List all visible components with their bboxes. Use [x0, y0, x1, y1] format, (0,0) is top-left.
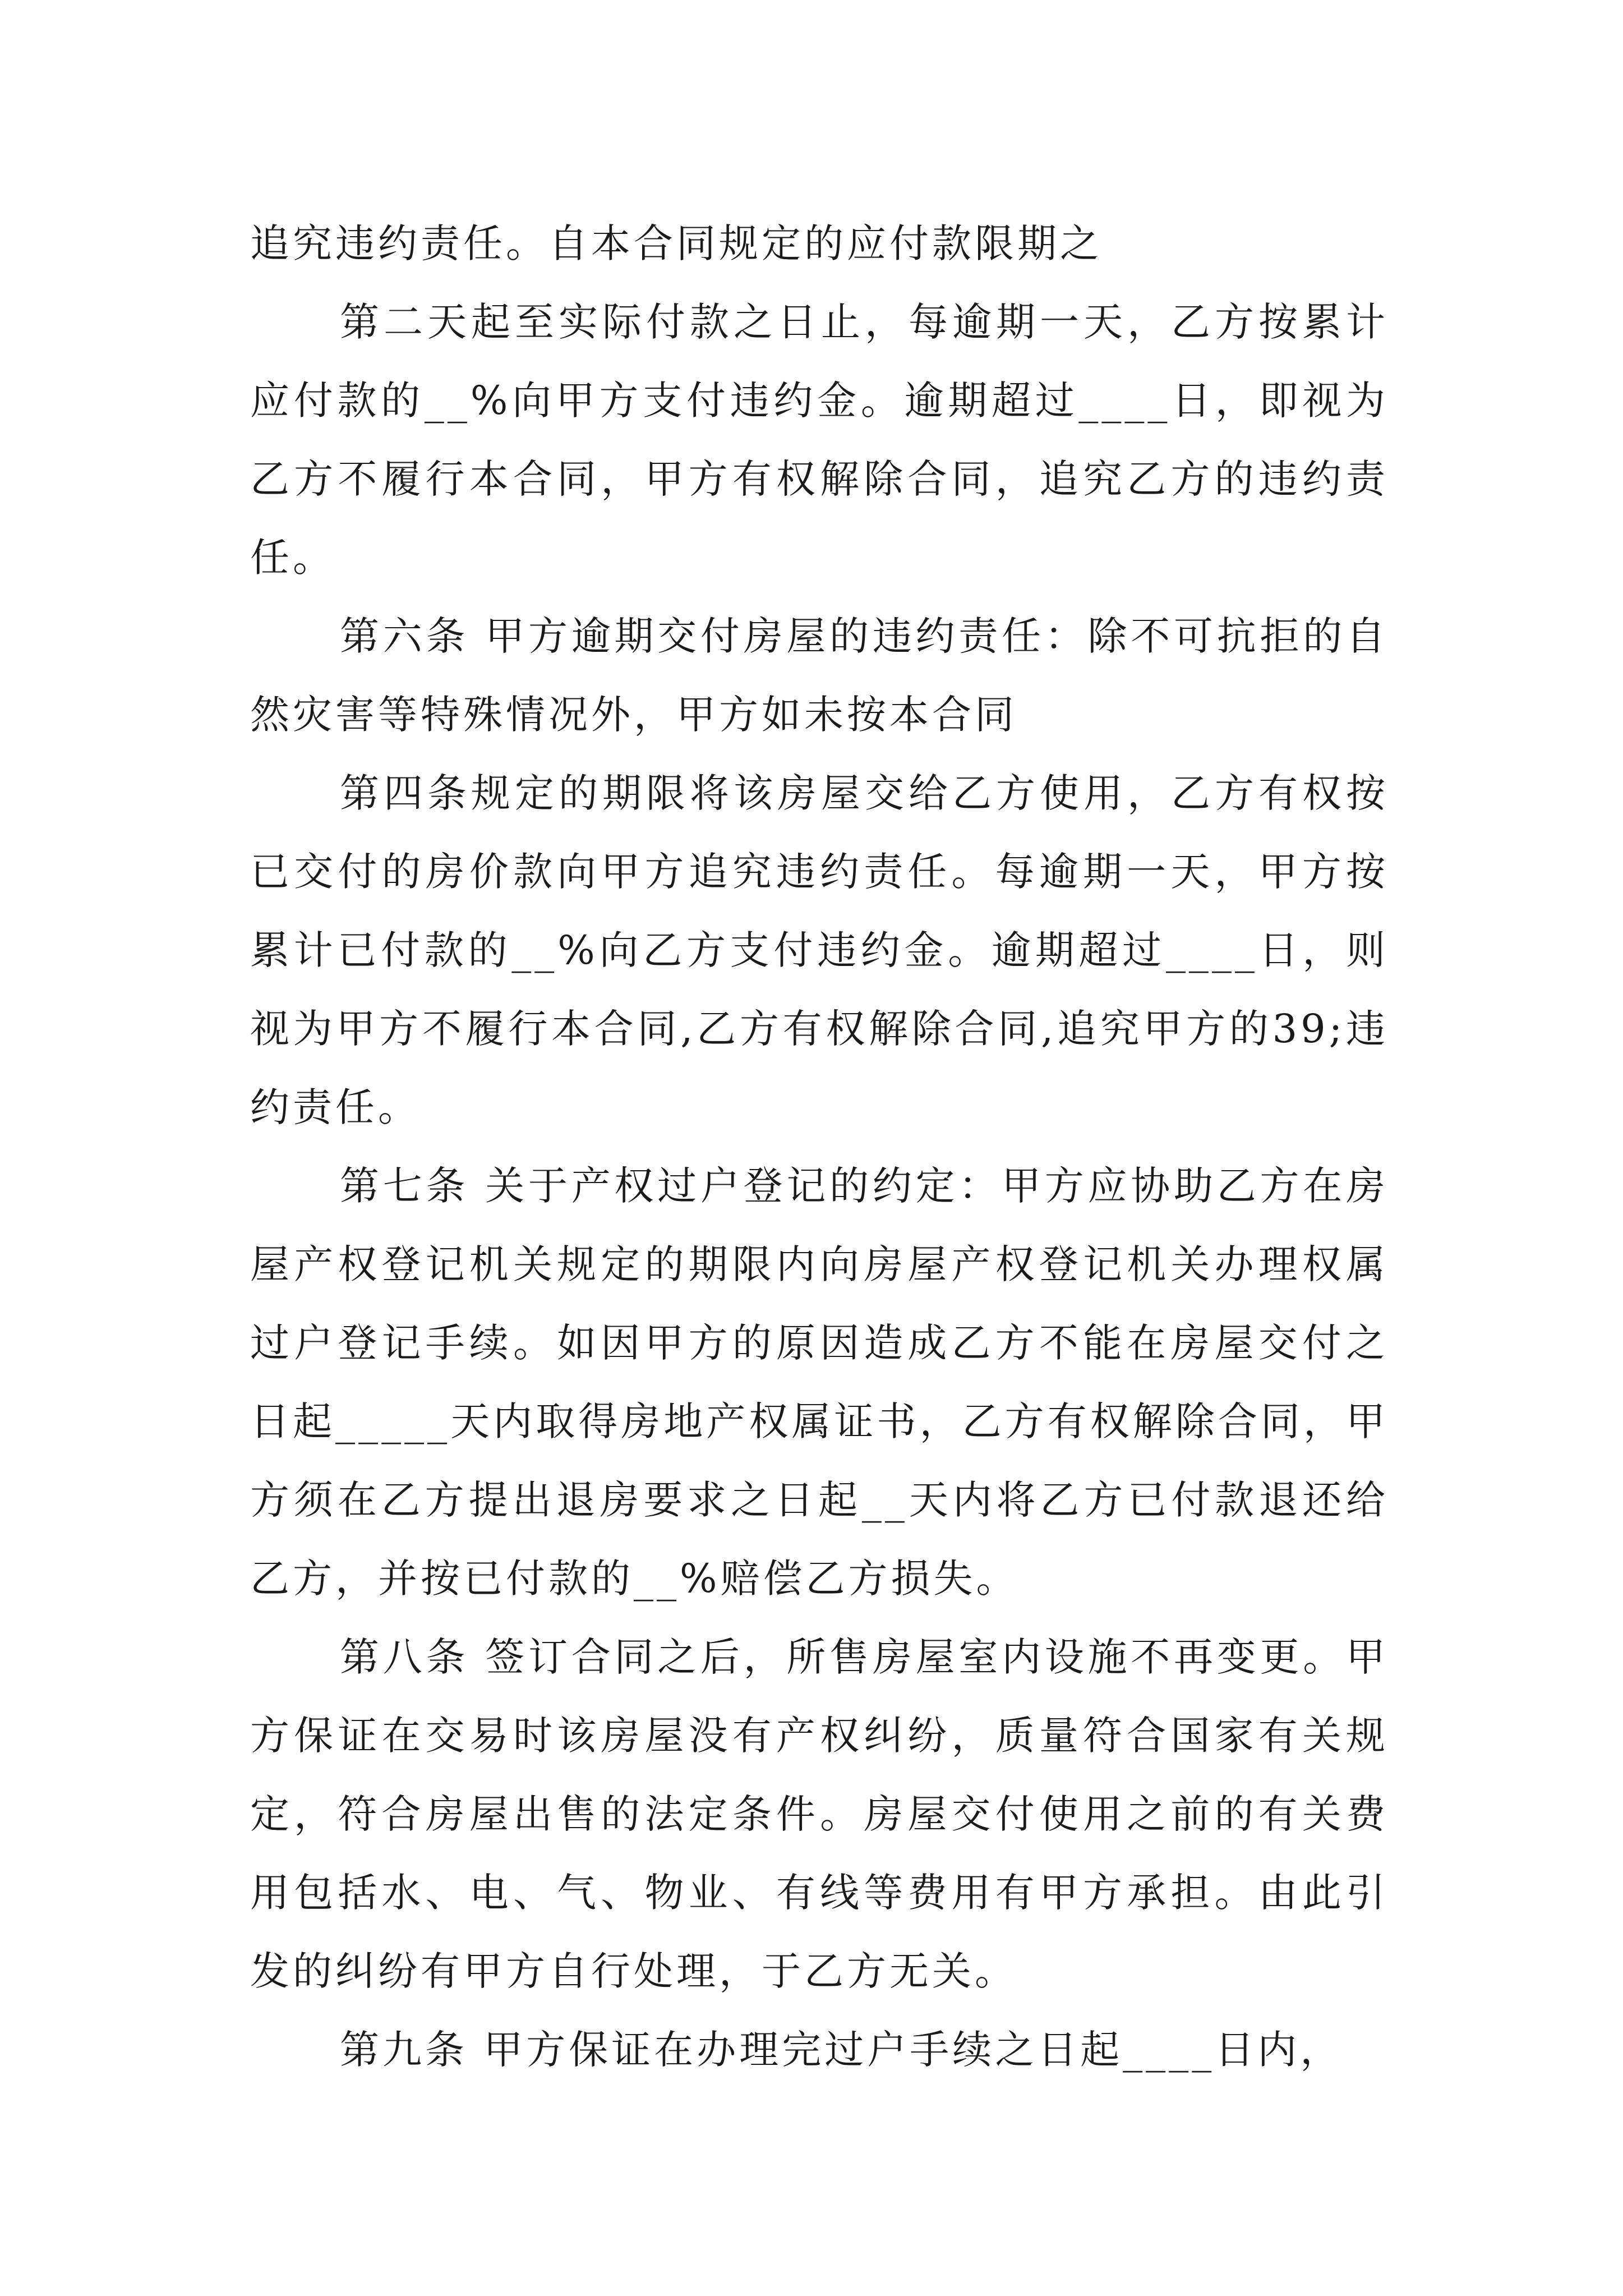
paragraph-buyer-late-payment: 第二天起至实际付款之日止，每逾期一天，乙方按累计应付款的__%向甲方支付违约金。逾期超过____日，即视为乙方不履行本合同，甲方有权解除合同，追究乙方的违约责任。: [250, 299, 1389, 581]
paragraph-article-9: 第九条 甲方保证在办理完过户手续之日起____日内，: [340, 2027, 1343, 2073]
paragraph-article-8: 第八条 签订合同之后，所售房屋室内设施不再变更。甲方保证在交易时该房屋没有产权纠纷，质量符合国家有关规定，符合房屋出售的法定条件。房屋交付使用之前的有关费用包括水、电、气、物业、有线等费用有甲方承担。由此引发的纠纷有甲方自行处理，于乙方无关。: [250, 1634, 1389, 1994]
paragraph-article-4-reference: 第四条规定的期限将该房屋交给乙方使用，乙方有权按已交付的房价款向甲方追究违约责任。每逾期一天，甲方按累计已付款的__%向乙方支付违约金。逾期超过____日，则视为甲方不履行本合同,乙方有权解除合同,追究甲方的39;违约责任。: [250, 770, 1389, 1130]
paragraph-article-7: 第七条 关于产权过户登记的约定：甲方应协助乙方在房屋产权登记机关规定的期限内向房屋产权登记机关办理权属过户登记手续。如因甲方的原因造成乙方不能在房屋交付之日起_____天内取得房地产权属证书，乙方有权解除合同，甲方须在乙方提出退房要求之日起__天内将乙方已付款退还给乙方，并按已付款的__%赔偿乙方损失。: [250, 1163, 1389, 1602]
paragraph-article-6: 第六条 甲方逾期交付房屋的违约责任：除不可抗拒的自然灾害等特殊情况外，甲方如未按本合同: [250, 613, 1389, 738]
paragraph-liability-continuation: 追究违约责任。自本合同规定的应付款限期之: [250, 220, 1103, 266]
contract-body: [250, 204, 1389, 2089]
